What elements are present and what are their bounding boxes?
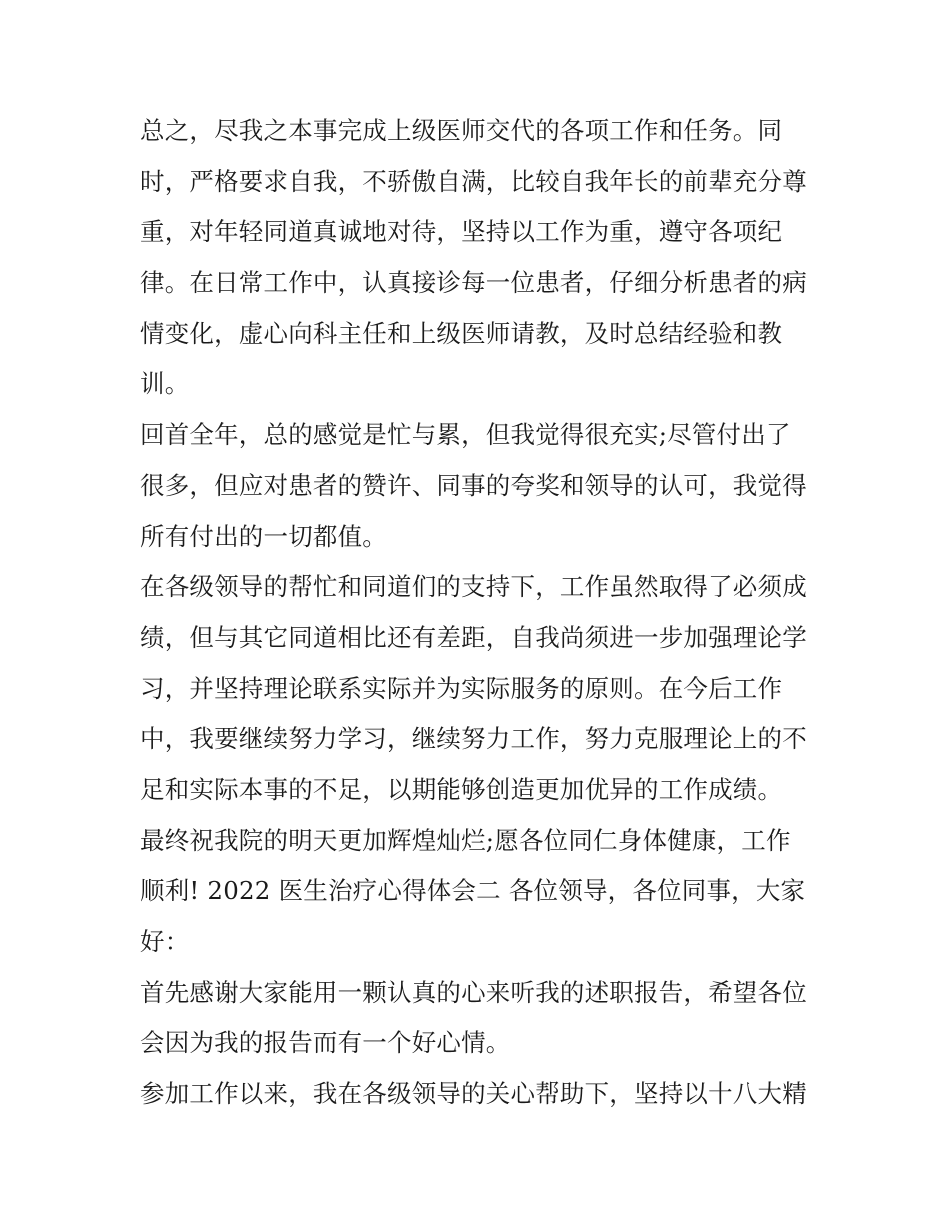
document-body	[140, 106, 820, 1120]
paragraph-thanks	[140, 968, 820, 1069]
text-line: 情变化，虚心向科主任和上级医师请教，及时总结经验和教	[140, 318, 783, 348]
paragraph-closing-and-second-essay	[140, 816, 820, 968]
text-line: 重，对年轻同道真诚地对待，坚持以工作为重，遵守各项纪	[140, 217, 783, 247]
text-line: 好：	[140, 927, 190, 956]
paragraph-year-review	[140, 410, 820, 562]
text-line: 在各级领导的帮忙和同道们的支持下，工作虽然取得了必须成	[140, 572, 807, 602]
text-line: 回首全年，总的感觉是忙与累，但我觉得很充实;尽管付出了	[140, 420, 791, 450]
text-line: 训。	[140, 369, 190, 399]
text-line: 绩，但与其它同道相比还有差距，自我尚须进一步加强理论学	[140, 622, 807, 652]
text-line: 总之，尽我之本事完成上级医师交代的各项工作和任务。同	[140, 116, 783, 145]
text-line: 足和实际本事的不足，以期能够创造更加优异的工作成绩。	[140, 774, 783, 804]
text-line: 参加工作以来，我在各级领导的关心帮助下，坚持以十八大精	[140, 1079, 807, 1109]
text-line: 中，我要继续努力学习，继续努力工作，努力克服理论上的不	[140, 724, 807, 754]
text-line: 首先感谢大家能用一颗认真的心来听我的述职报告，希望各位	[140, 977, 807, 1007]
text-line: 顺利! 2022 医生治疗心得体会二 各位领导，各位同事，大家	[140, 876, 806, 906]
text-line: 时，严格要求自我，不骄傲自满，比较自我年长的前辈充分尊	[140, 166, 807, 196]
paragraph-summary	[140, 106, 820, 410]
text-line: 最终祝我院的明天更加辉煌灿烂;愿各位同仁身体健康，工作	[140, 825, 791, 855]
text-line: 很多，但应对患者的赞许、同事的夸奖和领导的认可，我觉得	[140, 470, 807, 500]
text-line: 所有付出的一切都值。	[140, 521, 387, 551]
text-line: 习，并坚持理论联系实际并为实际服务的原则。在今后工作	[140, 673, 783, 703]
paragraph-work-since-joining	[140, 1069, 820, 1120]
text-line: 会因为我的报告而有一个好心情。	[140, 1028, 511, 1058]
text-line: 律。在日常工作中，认真接诊每一位患者，仔细分析患者的病	[140, 268, 807, 298]
paragraph-improvement	[140, 562, 820, 815]
